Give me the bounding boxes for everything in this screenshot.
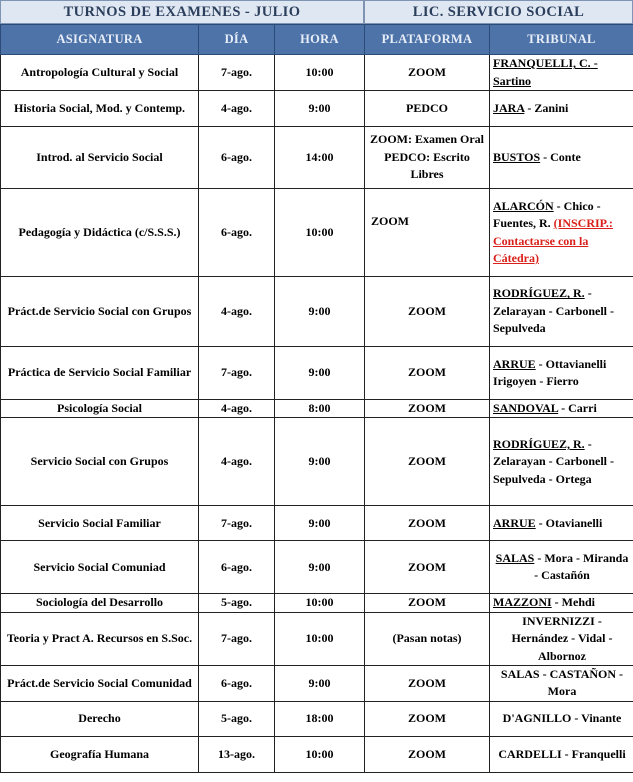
tribunal-rest: - Mora - Miranda - Castañón (534, 551, 629, 583)
tribunal-rest: - Conte (540, 149, 581, 164)
cell-tribunal (490, 541, 633, 594)
cell-plataforma: ZOOM (365, 400, 490, 418)
cell-hora: 8:00 (275, 400, 365, 418)
cell-plataforma: ZOOM (365, 665, 490, 701)
cell-dia: 6-ago. (199, 127, 275, 189)
table-row (1, 277, 633, 347)
cell-plataforma: ZOOM (365, 189, 490, 277)
cell-plataforma: ZOOM (365, 506, 490, 541)
header-plataforma: PLATAFORMA (365, 25, 490, 55)
tribunal-rest: - Mehdi (551, 595, 596, 610)
cell-dia: 13-ago. (199, 736, 275, 772)
cell-asignatura: Práct.de Servicio Social Comunidad (1, 665, 199, 701)
cell-tribunal (490, 594, 633, 612)
cell-dia: 6-ago. (199, 541, 275, 594)
cell-hora: 10:00 (275, 612, 365, 665)
cell-tribunal (490, 127, 633, 189)
tribunal-head: SALAS (495, 551, 535, 565)
tribunal-head: ALARCÓN (493, 198, 554, 213)
tribunal-head: JARA (493, 100, 525, 115)
header-tribunal: TRIBUNAL (490, 25, 633, 55)
cell-dia: 6-ago. (199, 189, 275, 277)
cell-hora: 10:00 (275, 55, 365, 91)
cell-hora: 9:00 (275, 541, 365, 594)
cell-dia: 5-ago. (199, 701, 275, 736)
table-row (1, 127, 633, 189)
tribunal-rest: SALAS - CASTAÑON - Mora (500, 667, 624, 699)
cell-dia: 7-ago. (199, 506, 275, 541)
cell-hora: 9:00 (275, 665, 365, 701)
cell-plataforma: ZOOM (365, 594, 490, 612)
cell-hora: 9:00 (275, 506, 365, 541)
tribunal-head: SANDOVAL (493, 401, 559, 415)
table-row (1, 189, 633, 277)
tribunal-rest: D'AGNILLO - Vinante (502, 711, 622, 726)
schedule-title: TURNOS DE EXAMENES - JULIO (0, 0, 364, 24)
cell-tribunal (490, 665, 633, 701)
table-row (1, 347, 633, 400)
tribunal-rest: - Ottavianelli Irigoyen - Fierro (493, 356, 607, 388)
tribunal-head: MAZZONI (493, 595, 552, 610)
tribunal-head: RODRÍGUEZ, R. (493, 286, 585, 301)
cell-dia: 4-ago. (199, 91, 275, 127)
cell-tribunal (490, 347, 633, 400)
cell-hora: 9:00 (275, 277, 365, 347)
header-asignatura: ASIGNATURA (1, 25, 199, 55)
tribunal-rest: - Otavianelli (535, 515, 603, 530)
table-row (1, 612, 633, 665)
tribunal-rest: CARDELLI - Franquelli (498, 746, 626, 761)
cell-hora: 9:00 (275, 418, 365, 506)
cell-dia: 7-ago. (199, 347, 275, 400)
cell-dia: 4-ago. (199, 418, 275, 506)
cell-dia: 6-ago. (199, 665, 275, 701)
cell-dia: 5-ago. (199, 594, 275, 612)
cell-tribunal (490, 55, 633, 91)
header-dia: DÍA (199, 25, 275, 55)
cell-plataforma: ZOOM (365, 541, 490, 594)
table-row (1, 701, 633, 736)
tribunal-rest: - Chico - Fuentes, R. (493, 198, 601, 231)
cell-asignatura: Teoria y Pract A. Recursos en S.Soc. (1, 612, 199, 665)
table-row (1, 736, 633, 772)
tribunal-head: BUSTOS (493, 149, 541, 164)
cell-tribunal (490, 91, 633, 127)
cell-plataforma: ZOOM (365, 277, 490, 347)
tribunal-head: FRANQUELLI, C. (493, 56, 591, 71)
tribunal-head: ARRUE (493, 356, 536, 371)
career-title: LIC. SERVICIO SOCIAL (364, 0, 633, 24)
header-row (1, 25, 633, 55)
cell-plataforma: PEDCO (365, 91, 490, 127)
cell-tribunal (490, 400, 633, 418)
cell-asignatura: Servicio Social Familiar (1, 506, 199, 541)
tribunal-inscription-note: (INSCRIP.: Contactarse con la Cátedra) (493, 216, 613, 265)
cell-tribunal (490, 506, 633, 541)
exam-table (0, 24, 633, 773)
cell-tribunal (490, 612, 633, 665)
table-row (1, 91, 633, 127)
table-row (1, 594, 633, 612)
table-row (1, 418, 633, 506)
table-row (1, 55, 633, 91)
cell-asignatura: Derecho (1, 701, 199, 736)
cell-asignatura: Introd. al Servicio Social (1, 127, 199, 189)
tribunal-head: RODRÍGUEZ, R. (493, 436, 585, 451)
cell-asignatura: Historia Social, Mod. y Contemp. (1, 91, 199, 127)
cell-asignatura: Pedagogía y Didáctica (c/S.S.S.) (1, 189, 199, 277)
cell-tribunal (490, 418, 633, 506)
cell-tribunal (490, 701, 633, 736)
cell-tribunal (490, 189, 633, 277)
cell-plataforma: ZOOM (365, 347, 490, 400)
cell-tribunal (490, 736, 633, 772)
cell-asignatura: Psicología Social (1, 400, 199, 418)
header-hora: HORA (275, 25, 365, 55)
cell-hora: 14:00 (275, 127, 365, 189)
cell-dia: 4-ago. (199, 277, 275, 347)
cell-hora: 10:00 (275, 736, 365, 772)
cell-asignatura: Sociología del Desarrollo (1, 594, 199, 612)
tribunal-rest: - Zelarayan - Carbonell - Sepulveda (493, 286, 614, 336)
cell-hora: 9:00 (275, 347, 365, 400)
cell-hora: 10:00 (275, 189, 365, 277)
cell-hora: 10:00 (275, 594, 365, 612)
table-row (1, 541, 633, 594)
cell-asignatura: Servicio Social con Grupos (1, 418, 199, 506)
cell-plataforma: ZOOM: Examen Oral PEDCO: Escrito Libres (365, 127, 490, 189)
table-row (1, 506, 633, 541)
tribunal-rest: - Zanini (524, 100, 569, 115)
cell-asignatura: Práct.de Servicio Social con Grupos (1, 277, 199, 347)
cell-dia: 7-ago. (199, 55, 275, 91)
title-bar (0, 0, 633, 24)
table-row (1, 400, 633, 418)
tribunal-rest: - Carri (558, 401, 597, 415)
cell-hora: 18:00 (275, 701, 365, 736)
tribunal-rest: - Sartino (493, 56, 598, 88)
cell-dia: 7-ago. (199, 612, 275, 665)
cell-hora: 9:00 (275, 91, 365, 127)
cell-plataforma: ZOOM (365, 418, 490, 506)
cell-plataforma: (Pasan notas) (365, 612, 490, 665)
table-row (1, 665, 633, 701)
cell-asignatura: Antropología Cultural y Social (1, 55, 199, 91)
cell-asignatura: Servicio Social Comuniad (1, 541, 199, 594)
cell-tribunal (490, 277, 633, 347)
cell-asignatura: Práctica de Servicio Social Familiar (1, 347, 199, 400)
tribunal-head: ARRUE (493, 515, 536, 530)
cell-plataforma: ZOOM (365, 736, 490, 772)
cell-asignatura: Geografía Humana (1, 736, 199, 772)
cell-dia: 4-ago. (199, 400, 275, 418)
tribunal-rest: INVERNIZZI - Hernández - Vidal - Albornoz (511, 613, 613, 663)
cell-plataforma: ZOOM (365, 55, 490, 91)
tribunal-rest: - Zelarayan - Carbonell - Sepulveda - Ortega (493, 436, 614, 486)
cell-plataforma: ZOOM (365, 701, 490, 736)
